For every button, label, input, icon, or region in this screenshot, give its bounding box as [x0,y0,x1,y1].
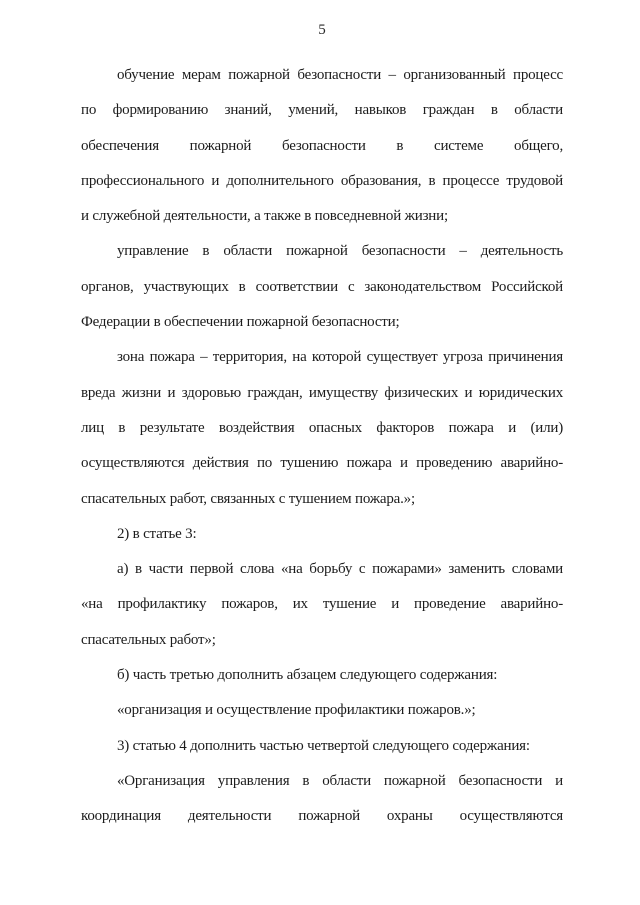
paragraph [81,658,563,693]
text-line: спасательных работ, связанных с тушением пожара.»; [81,490,415,507]
paragraph [81,340,563,516]
text-line: управление в области пожарной безопасности – деятельность [117,243,563,260]
paragraph [81,552,563,658]
paragraph [81,517,563,552]
text-line: б) часть третью дополнить абзацем следующего содержания: [117,667,498,684]
text-line: 2) в статье 3: [117,525,197,542]
text-line: осуществляются действия по тушению пожара и проведению аварийно- [81,455,563,472]
text-line: профессионального и дополнительного образования, в процессе трудовой [81,172,563,189]
text-line: по формированию знаний, умений, навыков граждан в области [81,102,563,119]
paragraph [81,764,563,835]
text-line: органов, участвующих в соответствии с законодательством Российской [81,278,563,295]
text-line: 3) статью 4 дополнить частью четвертой следующего содержания: [117,737,530,754]
text-line: спасательных работ»; [81,631,216,648]
text-line: «Организация управления в области пожарной безопасности и [117,772,563,789]
text-line: вреда жизни и здоровью граждан, имуществу физических и юридических [81,384,563,401]
text-line: зона пожара – территория, на которой существует угроза причинения [117,349,563,366]
text-line: и служебной деятельности, а также в повседневной жизни; [81,208,448,225]
paragraph [81,234,563,340]
text-line: Федерации в обеспечении пожарной безопасности; [81,314,400,331]
text-line: лиц в результате воздействия опасных факторов пожара и (или) [81,419,563,436]
text-line: координация деятельности пожарной охраны осуществляются [81,808,563,825]
document-body [81,58,563,835]
page-number: 5 [318,22,326,38]
text-line: «на профилактику пожаров, их тушение и проведение аварийно- [81,596,563,613]
text-line: а) в части первой слова «на борьбу с пожарами» заменить словами [117,561,563,578]
paragraph [81,693,563,728]
paragraph [81,58,563,234]
paragraph [81,729,563,764]
text-line: «организация и осуществление профилактики пожаров.»; [117,702,476,719]
text-line: обеспечения пожарной безопасности в системе общего, [81,137,563,154]
text-line: обучение мерам пожарной безопасности – организованный процесс [117,67,563,83]
